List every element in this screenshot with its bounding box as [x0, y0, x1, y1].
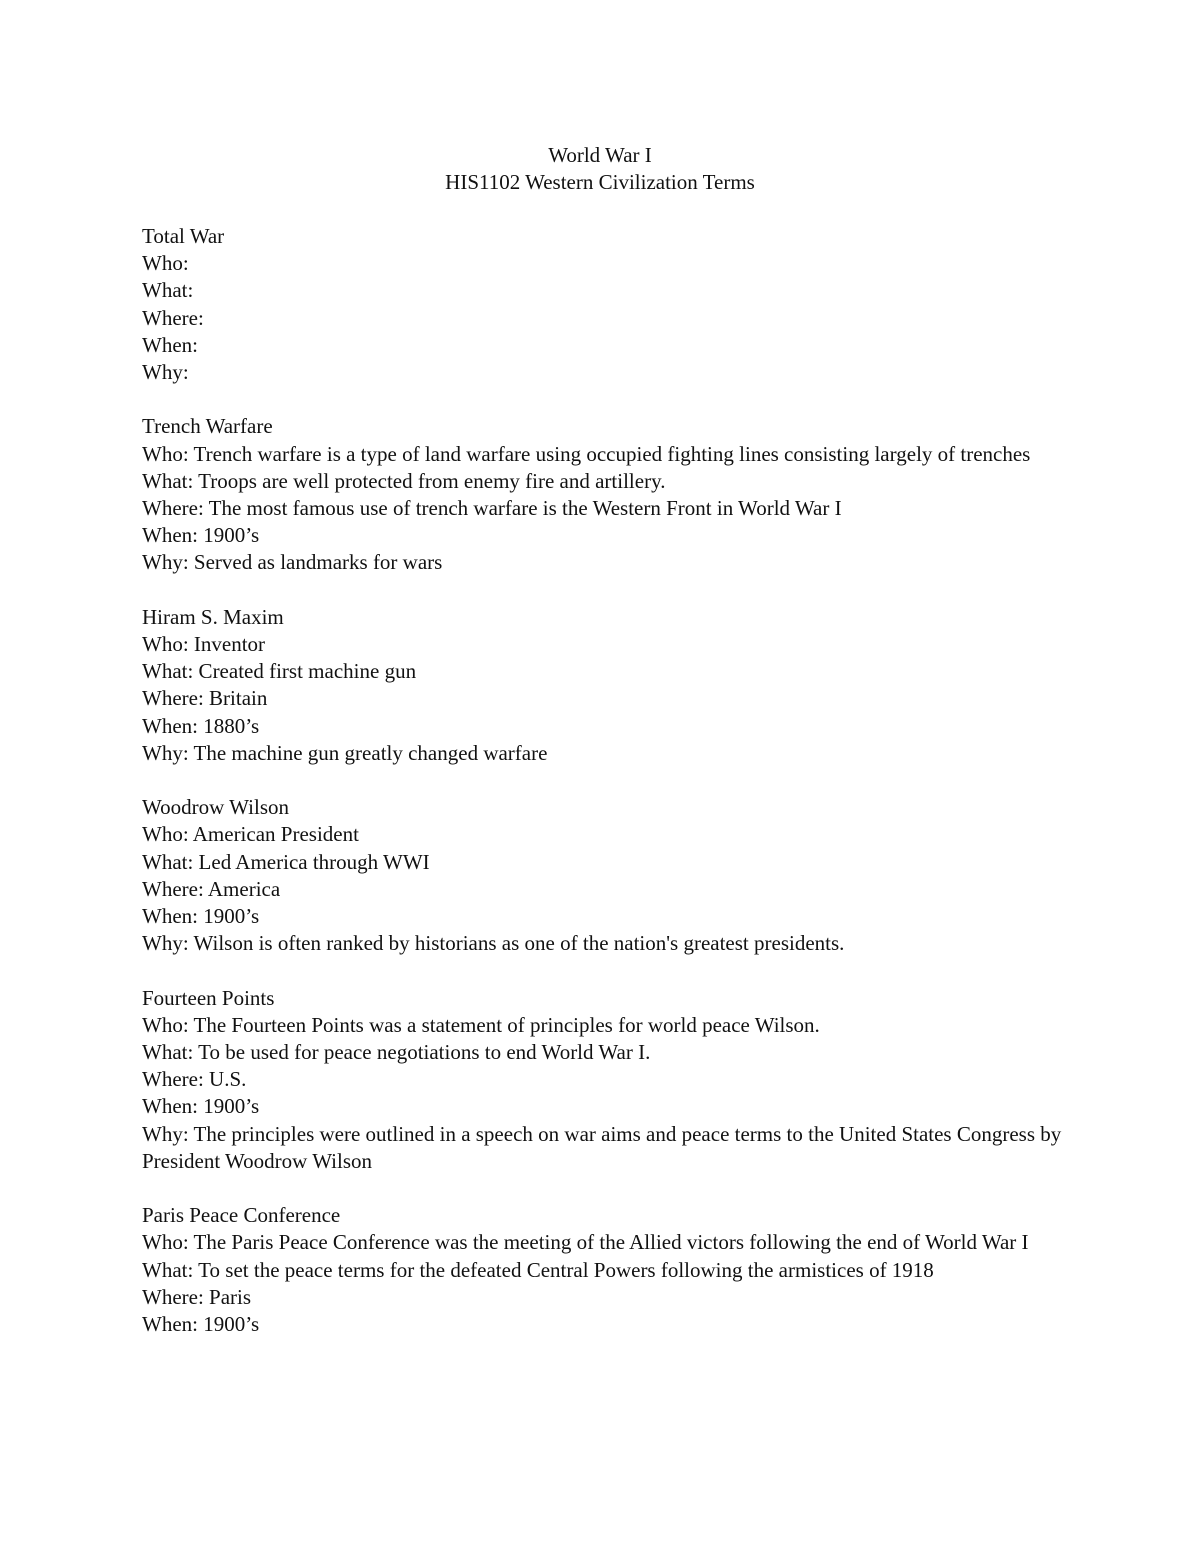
- term-what: What: Troops are well protected from enemy fire and artillery.: [142, 468, 666, 493]
- term-when: When: 1880’s: [142, 713, 260, 738]
- term-who: Who: The Fourteen Points was a statement of principles for world peace Wilson.: [142, 1012, 820, 1037]
- term-paris-peace-conference: [142, 1202, 1062, 1338]
- terms-list: [142, 223, 1062, 1365]
- term-name: Total War: [142, 224, 225, 248]
- document-header: [0, 142, 1200, 196]
- term-name: Woodrow Wilson: [142, 795, 289, 820]
- term-where: Where: The most famous use of trench warfare is the Western Front in World War I: [142, 496, 842, 521]
- term-where: Where:: [142, 305, 204, 330]
- term-fourteen-points: [142, 985, 1062, 1175]
- term-name: Trench Warfare: [142, 414, 273, 439]
- term-when: When: 1900’s: [142, 523, 260, 548]
- term-when: When: 1900’s: [142, 1312, 260, 1337]
- term-when: When: 1900’s: [142, 1094, 260, 1119]
- term-where: Where: Paris: [142, 1284, 252, 1309]
- term-total-war: [142, 223, 1062, 386]
- term-name: Paris Peace Conference: [142, 1203, 341, 1228]
- term-why: Why: Wilson is often ranked by historians as one of the nation's greatest presidents.: [142, 931, 845, 956]
- term-when: When:: [142, 332, 198, 357]
- term-why: Why: Served as landmarks for wars: [142, 550, 443, 575]
- term-who: Who: American President: [142, 822, 359, 847]
- term-who: Who: The Paris Peace Conference was the meeting of the Allied victors following the end of World War I: [142, 1230, 1029, 1255]
- term-hiram-maxim: [142, 604, 1062, 767]
- term-name: Fourteen Points: [142, 985, 275, 1010]
- document-subtitle: HIS1102 Western Civilization Terms: [445, 170, 755, 195]
- term-why: Why:: [142, 360, 189, 385]
- term-what: What: Created first machine gun: [142, 659, 417, 684]
- term-where: Where: Britain: [142, 686, 268, 711]
- term-what: What: To be used for peace negotiations to end World War I.: [142, 1040, 651, 1065]
- term-who: Who: Inventor: [142, 632, 266, 657]
- term-what: What:: [142, 278, 194, 303]
- term-where: Where: U.S.: [142, 1067, 247, 1092]
- term-why: Why: The principles were outlined in a speech on war aims and peace terms to the United States Congress by President Woodrow Wilson: [142, 1121, 1062, 1173]
- term-what: What: To set the peace terms for the defeated Central Powers following the armistices of 1918: [142, 1257, 934, 1282]
- term-why: Why: The machine gun greatly changed warfare: [142, 740, 548, 765]
- term-woodrow-wilson: [142, 794, 1062, 957]
- document-title: World War I: [548, 143, 652, 167]
- term-who: Who:: [142, 251, 189, 276]
- term-when: When: 1900’s: [142, 904, 260, 929]
- term-where: Where: America: [142, 876, 281, 901]
- term-what: What: Led America through WWI: [142, 849, 430, 874]
- term-trench-warfare: [142, 413, 1062, 576]
- term-who: Who: Trench warfare is a type of land warfare using occupied fighting lines consisting largely of trenches: [142, 441, 1031, 466]
- term-name: Hiram S. Maxim: [142, 604, 284, 629]
